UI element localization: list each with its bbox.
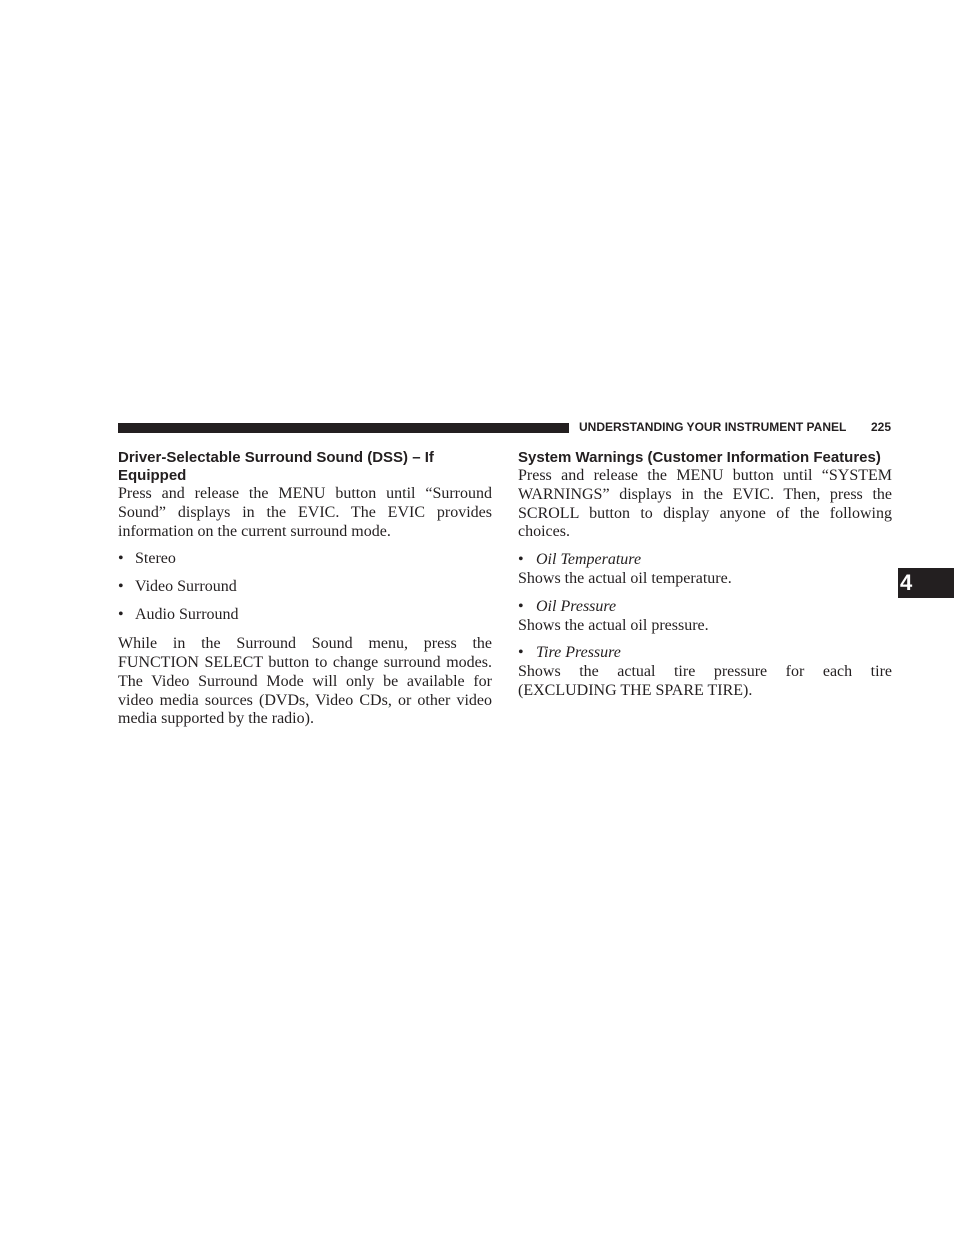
section-title: UNDERSTANDING YOUR INSTRUMENT PANEL xyxy=(579,420,847,434)
dss-heading: Driver-Selectable Surround Sound (DSS) – If Equipped xyxy=(118,449,434,484)
list-item: • Audio Surround xyxy=(118,606,239,624)
right-column xyxy=(518,449,892,701)
warning-item-description: Shows the actual tire pressure for each tire (EXCLUDING THE SPARE TIRE). xyxy=(518,663,892,699)
chapter-tab: 4 xyxy=(898,568,954,598)
warning-item-description: Shows the actual oil temperature. xyxy=(518,569,732,587)
bullet-icon: • xyxy=(518,644,524,662)
bullet-icon: • xyxy=(118,606,124,624)
dss-closing: While in the Surround Sound menu, press the FUNCTION SELECT button to change surround modes. The Video Surround Mode will only be available for video media sources (DVDs, Video CDs, or other video media supported by the radio). xyxy=(118,635,492,728)
left-column xyxy=(118,449,492,729)
warning-item-label: • Tire Pressure xyxy=(518,644,621,662)
warning-item-label: • Oil Pressure xyxy=(518,597,617,615)
surround-mode-list xyxy=(118,550,492,625)
system-warnings-intro: Press and release the MENU button until “SYSTEM WARNINGS” displays in the EVIC. Then, press the SCROLL button to display anyone of the following choices. xyxy=(518,467,892,541)
dss-intro: Press and release the MENU button until “Surround Sound” displays in the EVIC. The EVIC provides information on the current surround mode. xyxy=(118,485,492,540)
list-item: • Video Surround xyxy=(118,578,237,596)
bullet-icon: • xyxy=(118,578,124,596)
header-rule xyxy=(118,423,569,433)
warning-item-description: Shows the actual oil pressure. xyxy=(518,616,709,634)
bullet-icon: • xyxy=(518,597,524,615)
page-number: 225 xyxy=(870,420,891,434)
warning-item-label: • Oil Temperature xyxy=(518,551,642,569)
bullet-icon: • xyxy=(518,551,524,569)
list-item: • Stereo xyxy=(118,550,176,568)
bullet-icon: • xyxy=(118,550,124,568)
running-header xyxy=(579,420,891,435)
system-warnings-heading: System Warnings (Customer Information Features) xyxy=(518,449,881,466)
